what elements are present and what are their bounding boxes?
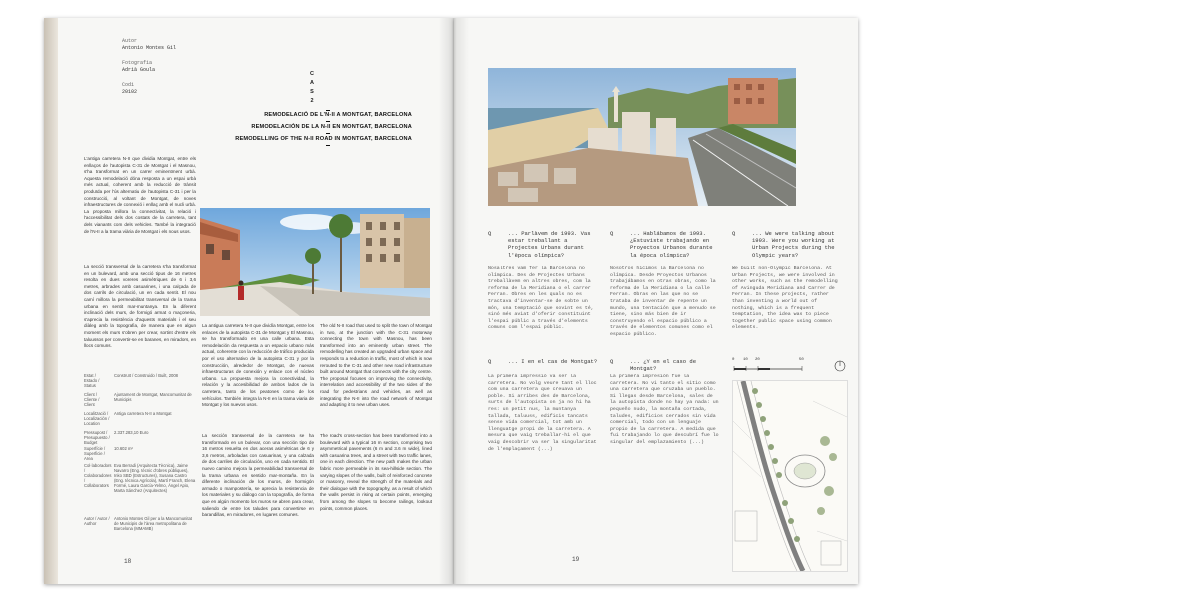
spec-label: Superfície / Superficie / Area	[84, 446, 106, 461]
catalan-paragraph-1: L'antiga carretera N-II que dividia Montgat, entre els enllaços de l'autopista C-31 de Montgat i el Masnou, s'ha transformat en un carrer eminentment urbà. Aquesta remodelació dóna resposta a un espai urbà més actual, coherent amb la reducció de trànsit produïda per l'ús alternatiu de l'autopista C-31 i per la construcció, al voltant de Montgat, de noves infraestructures de connexió i enllaç amb el nucli urbà. La proposta millora la connectivitat, la relació i l'accessibilitat dels dos costats de la carretera, tant dels vianants com dels vehicles. També la integració de l'N-II a la trama viària de Montgat i els nous usos.	[84, 156, 196, 234]
street-photo	[200, 208, 430, 316]
spec-label: Autor / Autor / Author	[84, 516, 110, 526]
spec-value: Construït / Construido / Built, 2008	[114, 373, 179, 378]
spec-label: Localització / Localización / Location	[84, 411, 110, 426]
page-number: 18	[124, 558, 132, 565]
scale-bar	[730, 358, 850, 374]
question-label: Q	[610, 230, 614, 237]
title-dash	[326, 133, 330, 134]
question-catalan-2: ... I en el cas de Montgat?	[508, 358, 598, 365]
spec-label: Client / Cliente / Client	[84, 392, 100, 407]
spanish-paragraph-2: La sección transversal de la carretera se ha transformado en un bulevar, con una sección tipo de 16 metros resuelta en dos aceras asimétricas de 6 y 3,6 metros, arboladas con casuarinas, y una calzada de dos carriles de circulación, uno en cada sentido. El nuevo camino mejora la permeabilidad transversal de la trama urbana en sentido mar-montaña. En la diferente inclinación de los muros, de hormigón armado o mampostería, se aprecia la resistencia de los materiales y su diálogo con la topografía, de forma que en algún momento los muros se abren para crear, saliendo de entre los taludes para convertirse en barandillas, en miradores, en lugares comunes.	[202, 433, 314, 518]
scale-bar-graphic	[730, 358, 850, 374]
answer-catalan: Nosaltres vam fer la Barcelona no olímpica. Des de Projectes Urbans treballàvem en altres obres, com la reforma de la Meridiana o el carrer Ferran. Obres en les quals no es tractava d'inventar-se de sobte un món, una temptació que sovint es té, sinó més aviat d'oferir constituint l'espai públic a través d'elements comuns com l'espai públic.	[488, 266, 594, 331]
spec-value: Eva Berradi (Arquitecta Tècnica), Jaime Navarro (Eng. tècnic d'obres públiques), Inko SBD (Estructures), Susana Castro (Eng. tècnica Agrícola), Martí Franch, Elena Formé, Laura García-Yelmo, Ángel Apio, Marta Sánchez (Arquitectes)	[114, 463, 196, 493]
meta-value-photo: Adrià Goula	[122, 67, 156, 73]
title-dash	[326, 121, 330, 122]
spec-value: 2.337.283,10 Euro	[114, 430, 149, 435]
meta-label-author: Autor	[122, 38, 138, 44]
spec-value: 10.602 m²	[114, 446, 133, 451]
question-catalan: ... Parlàvem de 1993. Vas estar treballant a Projectes Urbans durant l'època olímpica?	[508, 230, 591, 259]
question-label: Q	[732, 230, 736, 237]
meta-label-photo: Fotografia	[122, 60, 153, 66]
catalan-paragraph-2: La secció transversal de la carretera s'ha transformat en un bulevard, amb una secció tipus de 16 metres resolta en dues voreres asimètriques de 6 i 3,6 metres, arbrades amb casuarines, i una calçada de dos carrils de circulació, un en cada sentit. El nou camí millora la permeabilitat transversal de la trama urbana en sentit mar-muntanya. En la diferent inclinació dels murs, de formigó armat o maçoneria, s'aprecia la resistència d'aquests materials i el seu diàleg amb la topografia, de manera que en algun moment els murs s'obren per crear, sortint d'entre els taluussos per convertir-se en baranes, en miradors, en llocs comuns.	[84, 264, 196, 349]
scale-label: 50	[799, 358, 804, 362]
scale-label: 10	[743, 358, 748, 362]
page-number: 19	[572, 556, 580, 563]
scale-label: 0	[732, 358, 735, 362]
magazine-spread	[44, 18, 862, 584]
street-photo-illustration	[200, 208, 430, 316]
title-catalan: REMODELACIÓ DE L'N-II A MONTGAT, BARCELONA	[264, 112, 412, 118]
title-dash	[326, 145, 330, 146]
left-page	[44, 18, 454, 584]
case-letter: A	[310, 80, 314, 86]
montgat-aerial-photo	[488, 68, 796, 206]
case-letter: 2	[310, 98, 314, 104]
question-spanish-2: ... ¿Y en el caso de Montgat?	[630, 358, 697, 373]
meta-value-author: Antonio Montes Gil	[122, 45, 177, 51]
montgat-aerial-illustration	[488, 68, 796, 206]
answer-catalan-2: La primera impressió va ser la carretera. No volg veure tant el lloc com una carretera que creuava un poble. Si arribes des de Barcelona, surts de l'autopista on ja no hi ha res: un petit nus, la muntanya tallada, taluuss, edificis tancats sense vida comercial, tot amb un llenguatge propi de la carretera. A mesura que vaig treballar-hi el que vaig descobrir va ser la singularitat de l'emplaçament (...)	[488, 374, 597, 452]
case-letter: S	[310, 89, 314, 95]
title-dash	[326, 110, 330, 111]
spec-value: Ajuntament de Montgat, Mancomunitat de Municipis	[114, 392, 192, 402]
question-label: Q	[488, 230, 492, 237]
english-paragraph-1: The old N-II road that used to split the town of Montgat in two, at the junction with the C-31 motorway connecting the town with Masnou, has been transformed into an eminently urban street. The remodelling has created an upgraded urban space and responds to a reduction in traffic, most of which is now rerouted to the C-31 and other new road infrastructure built around Montgat that connects with the city centre. The proposal focuses on improving the connectivity, interrelation and accessibility of the two sides of the road for pedestrians and vehicles, as well as integrating the N-II into the road network of Montgat and adapting it to new urban uses.	[320, 323, 432, 408]
site-plan-graphic	[733, 381, 847, 571]
question-label: Q	[610, 358, 614, 365]
spanish-paragraph-1: La antigua carretera N-II que dividía Montgat, entre los enlaces de la autopista C-31 de Montgat y El Masnou, se ha transformado en una calle urbana. Esta remodelación da respuesta a un espacio urbano más actual, coherente con la reducción de tráfico producida por el uso alternativo de la autopista C-31 y por la construcción, alrededor de Montgat, de nuevas infraestructuras de conexión y enlace con el núcleo urbano. La propuesta mejora la conectividad, la relación y la accesibilidad de ambos lados de la carretera, tanto de los peatones como de los vehículos. También integra la N-II en la trama viaria de Montgat y los nuevos usos.	[202, 323, 314, 408]
answer-spanish: Nosotros hicimos la Barcelona no olímpica. Desde Proyectos Urbanos trabajábamos en otras obras, como la reforma de la Meridiana o la calle Ferran. Obras en las que no se trataba de inventar de repente un mundo, una tentación que a menudo se tiene, sino más bien de ir construyendo el espacio público a través de elementos comunes como el espacio público.	[610, 266, 716, 337]
answer-spanish-2: La primera impresión fue la carretera. No vi tanto el sitio como una carretera que cruzaba un pueblo. Si llegas desde Barcelona, sales de la autopista donde no hay ya nada: un pequeño nudo, la montaña cortada, taludes, edificios cerrados sin vida comercial, todo con un lenguaje propio de la carretera. A medida que fui trabajando lo que descubrí fue lo singular del emplazamiento (...)	[610, 374, 719, 445]
title-english: REMODELLING OF THE N-II ROAD IN MONTGAT, BARCELONA	[235, 136, 412, 142]
site-plan-drawing	[732, 380, 848, 572]
spec-value: Antiga carretera N-II a Montgat	[114, 411, 172, 416]
spec-label: Col·laboradors / Colaboradores / Collaborators	[84, 463, 112, 488]
question-label: Q	[488, 358, 492, 365]
scale-label: 20	[755, 358, 760, 362]
spec-label: Estat / Estado / Status	[84, 373, 100, 388]
english-paragraph-2: The road's cross-section has been transformed into a boulevard with a typical 16 m section, comprising two asymmetrical pavements (6 m and 3.6 m wide), lined with casuarina trees, and a street with two traffic lanes, one in each direction. The new path makes the urban fabric more permeable in its sea-hillside section. The varying slopes of the walls, built of reinforced concrete or masonry, reveal the strength of the materials and their dialogue with the topography, as a result of which the walls persist in rising at certain points, emerging from among the slopes to become railings, lookout points, common places.	[320, 433, 432, 511]
question-spanish: ... Hablábamos de 1993. ¿Estuviste trabajando en Proyectos Urbanos durante la época olímpica?	[630, 230, 713, 259]
spec-value: Antonio Montes Gil per a la Mancomunitat de Municipis de l'àrea metropolitana de Barcelona (MMAMB)	[114, 516, 192, 531]
spec-label: Pressupost / Presupuesto / Budget	[84, 430, 110, 445]
question-english: ... We were talking about 1993. Were you working at Urban Projects during the Olympic years?	[752, 230, 835, 259]
case-letter: C	[310, 71, 314, 77]
meta-label-code: Codi	[122, 82, 135, 88]
meta-value-code: 20102	[122, 89, 138, 95]
title-spanish: REMODELACIÓN DE LA N-II EN MONTGAT, BARCELONA	[251, 124, 412, 130]
case-number	[306, 70, 318, 106]
right-page	[454, 18, 858, 584]
page-edge-strip	[44, 18, 58, 584]
answer-english: We built non-Olympic Barcelona. At Urban Projects, we were involved in other works, such as the remodelling of Avinguda Meridiana and Carrer de Ferran. In these projects, rather than inventing a world out of nothing, which is a frequent temptation, the idea was to piece together public space using common elements.	[732, 266, 838, 331]
